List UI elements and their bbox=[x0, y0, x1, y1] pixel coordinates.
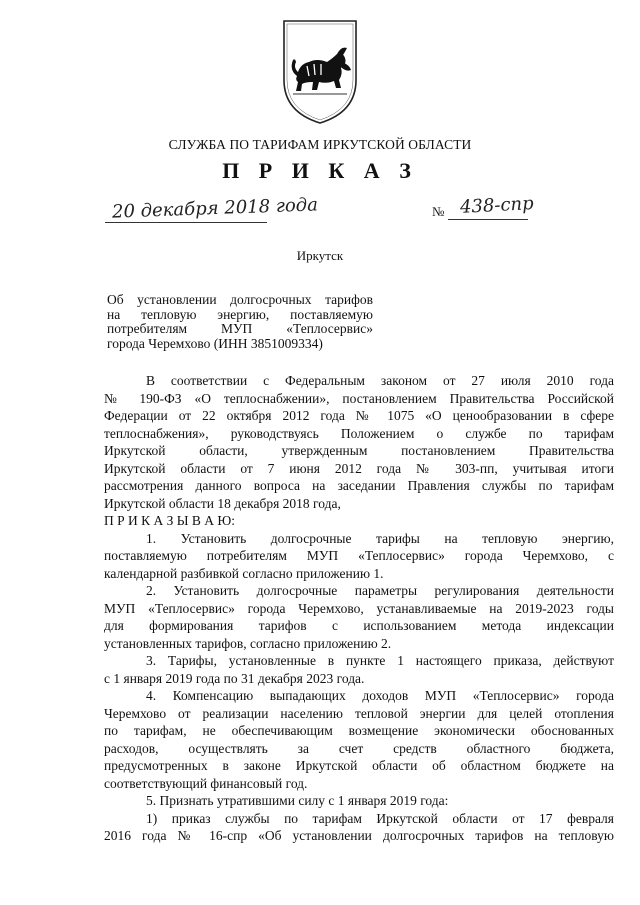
body-line: Иркутской области, утвержденным постановлением Правительства bbox=[104, 443, 614, 458]
number-label: № bbox=[432, 204, 445, 219]
date-underline bbox=[105, 222, 267, 223]
body-line: МУП «Теплосервис» города Черемхово, устанавливаемые на 2019-2023 годы bbox=[104, 600, 614, 616]
document-title: П Р И К А З bbox=[222, 158, 418, 183]
order-body bbox=[104, 372, 614, 845]
body-line: календарной разбивкой согласно приложению 1. bbox=[104, 565, 384, 581]
order-subject bbox=[107, 293, 373, 351]
body-line: для формирования тарифов с использованием метода индексации bbox=[104, 618, 614, 633]
body-line: с 1 января 2019 года по 31 декабря 2023 года. bbox=[104, 670, 365, 686]
handwritten-number: 438-спр bbox=[459, 193, 535, 218]
body-line: рассмотрения данного вопроса на заседании Правления службы по тарифам bbox=[104, 478, 614, 493]
body-line: В соответствии с Федеральным законом от 27 июля 2010 года bbox=[146, 373, 614, 388]
body-line: № 190-ФЗ «О теплоснабжении», постановлением Правительства Российской bbox=[104, 390, 614, 406]
subject-line: города Черемхово (ИНН 3851009334) bbox=[107, 335, 323, 351]
body-line: 2. Установить долгосрочные параметры регулирования деятельности bbox=[146, 583, 614, 598]
subject-line: на тепловую энергию, поставляемую bbox=[107, 306, 373, 322]
body-line: 2016 года № 16-спр «Об установлении долгосрочных тарифов на тепловую bbox=[104, 828, 614, 843]
number-underline bbox=[448, 219, 528, 220]
body-line: 5. Признать утратившими силу с 1 января 2019 года: bbox=[146, 793, 449, 808]
body-line: 4. Компенсацию выпадающих доходов МУП «Теплосервис» города bbox=[146, 688, 614, 703]
body-line: Черемхово от реализации населению тепловой энергии для целей отопления bbox=[104, 705, 614, 721]
body-line: установленных тарифов, согласно приложению 2. bbox=[104, 635, 392, 651]
body-line: расходов, осуществлять за счет средств областного бюджета, bbox=[104, 740, 614, 756]
body-line: соответствующий финансовый год. bbox=[104, 775, 308, 791]
body-line: Федерации от 22 октября 2012 года № 1075 «О ценообразовании в сфере bbox=[104, 408, 614, 423]
body-line: поставляемую потребителям МУП «Теплосервис» города Черемхово, с bbox=[104, 548, 614, 563]
handwritten-date: 20 декабря 2018 года bbox=[111, 194, 319, 223]
body-line: предусмотренных в законе Иркутской области об областном бюджете на bbox=[104, 758, 614, 773]
body-line: 1) приказ службы по тарифам Иркутской области от 17 февраля bbox=[146, 810, 614, 826]
city-name: Иркутск bbox=[296, 248, 344, 263]
body-line: 3. Тарифы, установленные в пункте 1 настоящего приказа, действуют bbox=[146, 653, 614, 668]
coat-of-arms-emblem bbox=[281, 18, 359, 126]
body-line: теплоснабжения», руководствуясь Положением о службе по тарифам bbox=[104, 425, 614, 441]
subject-line: потребителям МУП «Теплосервис» bbox=[107, 321, 373, 336]
subject-line: Об установлении долгосрочных тарифов bbox=[107, 292, 373, 307]
body-line: П Р И К А З Ы В А Ю: bbox=[104, 513, 236, 528]
body-line: Иркутской области 18 декабря 2018 года, bbox=[104, 495, 341, 511]
body-line: 1. Установить долгосрочные тарифы на тепловую энергию, bbox=[146, 530, 614, 546]
agency-name: СЛУЖБА ПО ТАРИФАМ ИРКУТСКОЙ ОБЛАСТИ bbox=[168, 137, 472, 152]
body-line: по тарифам, не обеспечивающим возмещение экономически обоснованных bbox=[104, 723, 614, 738]
body-line: Иркутской области от 7 июня 2012 года № 303-пп, учитывая итоги bbox=[104, 460, 614, 476]
